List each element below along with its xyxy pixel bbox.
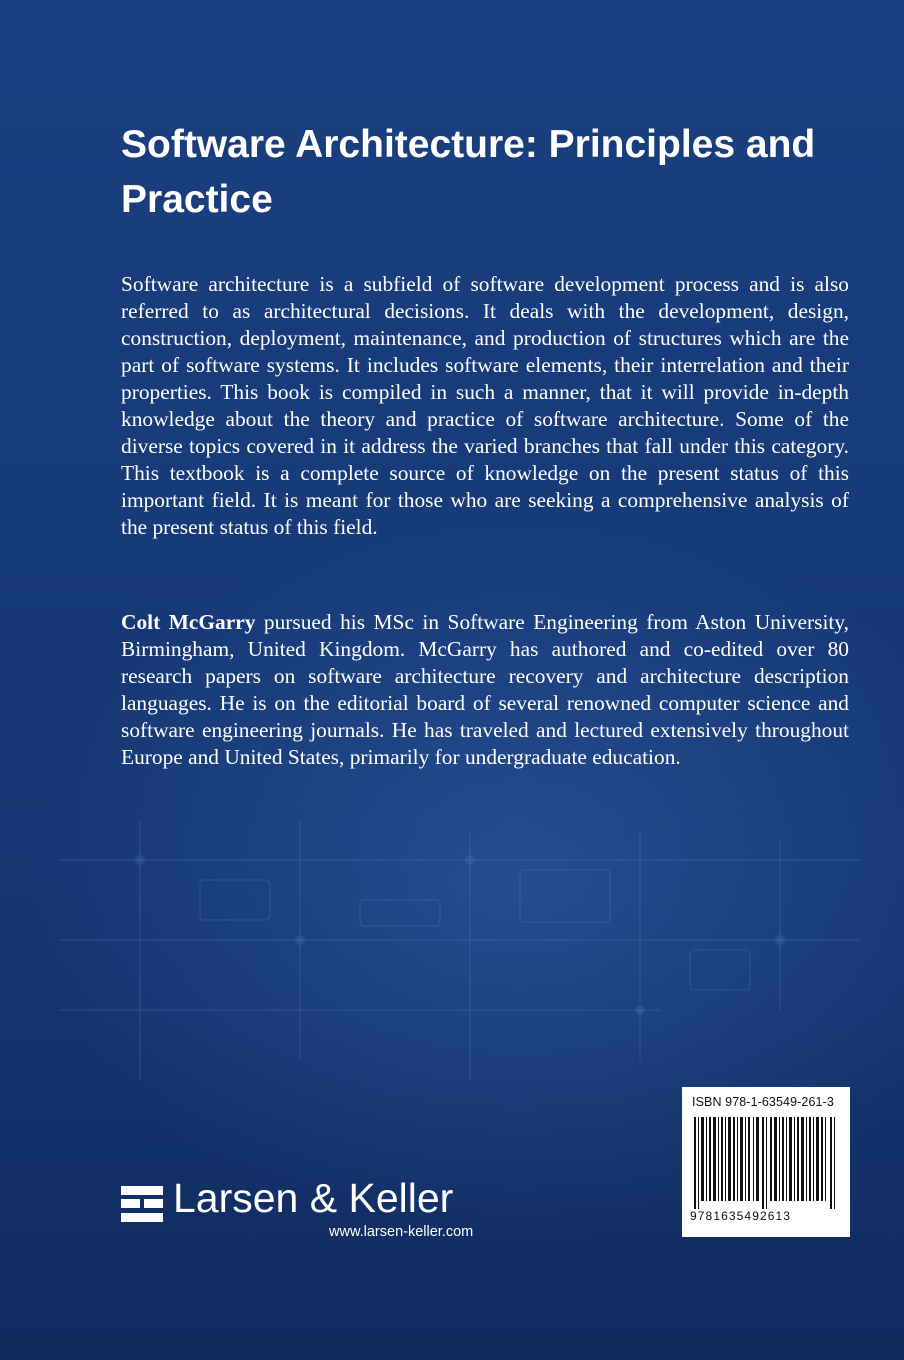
author-name: Colt McGarry (121, 610, 256, 634)
book-description: Software architecture is a subfield of software development process and is also referred to as architectural decisions. It deals with the development, design, construction, deployment, maintenance, and production of structures which are the part of software systems. It includes software elements, their interrelation and their properties. This book is compiled in such a manner, that it will provide in-depth knowledge about the theory and practice of software architecture. Some of the diverse topics covered in it address the varied branches that fall under this category. This textbook is a complete source of knowledge on the present status of this important field. It is meant for those who are seeking a comprehensive analysis of the present status of this field. (121, 272, 849, 539)
author-bio-paragraph (121, 609, 849, 771)
stacked-bars-logo-icon (121, 1186, 163, 1222)
barcode-icon (694, 1117, 838, 1209)
publisher-url: www.larsen-keller.com (329, 1224, 474, 1240)
isbn-label: ISBN 978-1-63549-261-3 (692, 1095, 834, 1109)
publisher-name: Larsen & Keller (173, 1175, 454, 1221)
book-title: Software Architecture: Principles and Practice (121, 123, 816, 221)
isbn-barcode-box (682, 1087, 850, 1237)
author-bio: pursued his MSc in Software Engineering from Aston University, Birmingham, United Kingdom. McGarry has authored and co-edited over 80 research papers on software architecture recovery and architecture description languages. He is on the editorial board of several renowned computer science and software engineering journals. He has traveled and lectured extensively throughout Europe and United States, primarily for undergraduate education. (121, 610, 849, 769)
barcode-digits: 9781635492613 (690, 1209, 792, 1223)
